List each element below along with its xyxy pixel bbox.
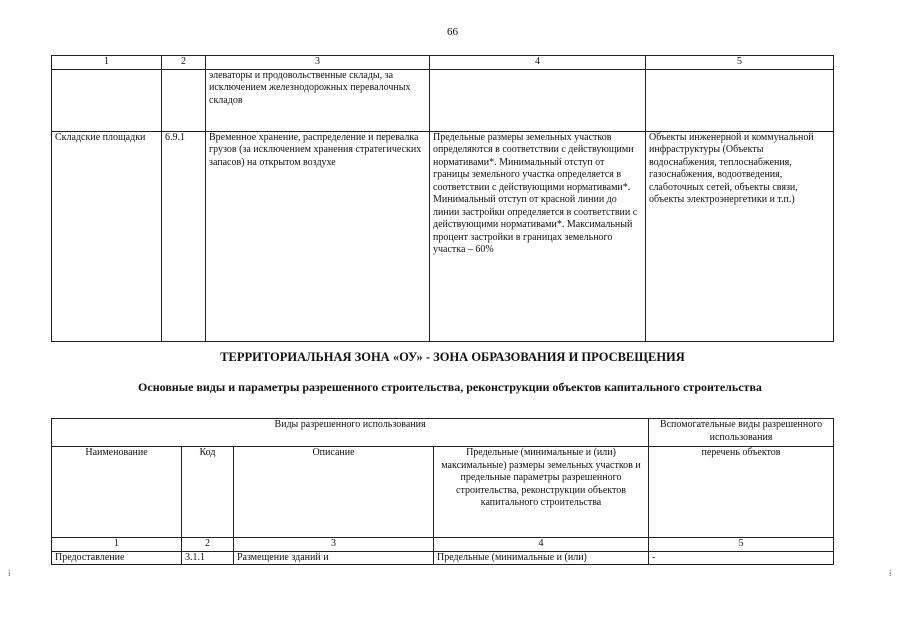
table-cell (162, 69, 206, 131)
column-header-aux: перечень объектов (649, 447, 834, 538)
land-use-table (51, 418, 834, 565)
use-code-cell: 3.1.1 (182, 551, 234, 565)
section-title: Основные виды и параметры разрешенного строительства, реконструкции объектов капитального строительства (138, 380, 762, 394)
page-number: 66 (447, 26, 458, 38)
scan-edge-mark: ⁞ (8, 568, 11, 578)
table-row (52, 69, 834, 131)
header-cell: 2 (162, 56, 206, 70)
use-name-cell: Предоставление (52, 551, 182, 565)
column-number: 5 (649, 538, 834, 552)
land-use-table-continued (51, 55, 834, 342)
zone-title: ТЕРРИТОРИАЛЬНАЯ ЗОНА «ОУ» - ЗОНА ОБРАЗОВАНИЯ И ПРОСВЕЩЕНИЯ (220, 350, 685, 364)
scan-edge-mark: ⁞ (889, 568, 892, 578)
auxiliary-uses-cell: Объекты инженерной и коммунальной инфраструктуры (Объекты водоснабжения, теплоснабжения, газоснабжения, водоотведения, слаботочных сетей, объекты связи, объекты электроэнергетики и т.п.) (646, 131, 834, 341)
column-number: 4 (434, 538, 649, 552)
table-row (52, 131, 834, 341)
header-cell: 5 (646, 56, 834, 70)
header-cell: 4 (430, 56, 646, 70)
table-cell: элеваторы и продовольственные склады, за исключением железнодорожных перевалочных складов (206, 69, 430, 131)
use-parameters-cell: Предельные размеры земельных участков определяются в соответствии с действующими нормативами*. Минимальный отступ от границы земельного участка определяется в соответствии с действующими нормативами*. Минимальный отступ от красной линии до линии застройки определяется в соответствии с действующими нормативами*. Максимальный процент застройки в границах земельного участка – 60% (430, 131, 646, 341)
auxiliary-uses-cell: - (649, 551, 834, 565)
column-header-code: Код (182, 447, 234, 538)
use-name-cell: Складские площадки (52, 131, 162, 341)
group-header-main: Виды разрешенного использования (52, 419, 649, 447)
group-header-aux: Вспомогательные виды разрешенного использования (649, 419, 834, 447)
column-header-description: Описание (234, 447, 434, 538)
use-description-cell: Размещение зданий и (234, 551, 434, 565)
use-description-cell: Временное хранение, распределение и перевалка грузов (за исключением хранения стратегических запасов) на открытом воздухе (206, 131, 430, 341)
table-cell (646, 69, 834, 131)
column-number: 3 (234, 538, 434, 552)
column-number: 2 (182, 538, 234, 552)
table-cell (430, 69, 646, 131)
header-cell: 3 (206, 56, 430, 70)
column-header-row (52, 447, 834, 538)
column-header-name: Наименование (52, 447, 182, 538)
column-number: 1 (52, 538, 182, 552)
use-code-cell: 6.9.1 (162, 131, 206, 341)
header-cell: 1 (52, 56, 162, 70)
use-parameters-cell: Предельные (минимальные и (или) (434, 551, 649, 565)
table-cell (52, 69, 162, 131)
table-row (52, 551, 834, 565)
column-number-row (52, 538, 834, 552)
group-header-row (52, 419, 834, 447)
table-header-row (52, 56, 834, 70)
column-header-parameters: Предельные (минимальные и (или) максимальные) размеры земельных участков и предельные параметры разрешенного строительства, реконструкции объектов капитального строительства (434, 447, 649, 538)
